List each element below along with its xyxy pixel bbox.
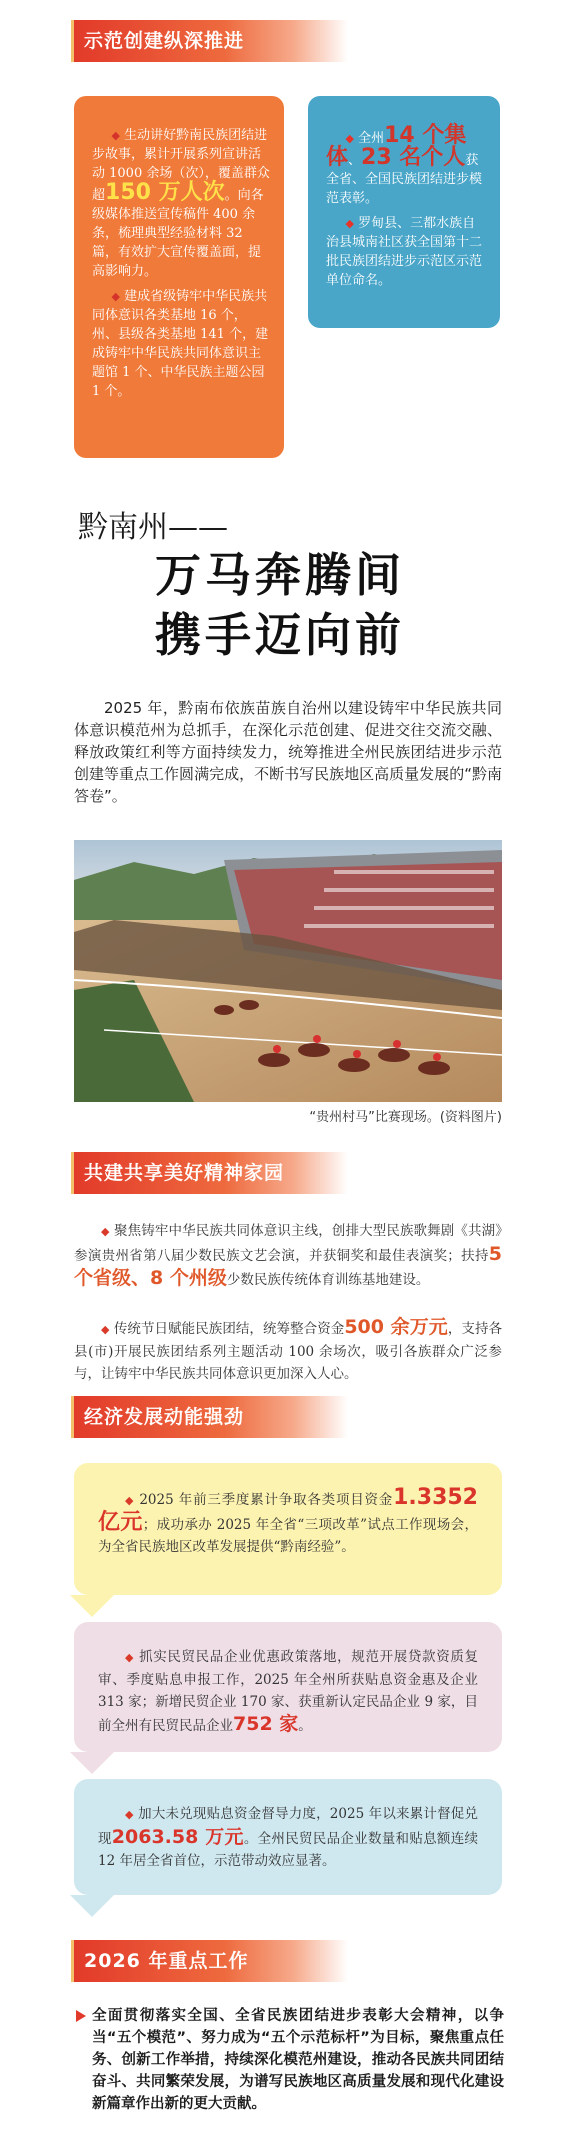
text: 2025 年前三季度累计争取各类项目资金 (139, 1492, 394, 1508)
text: 少数民族传统体育训练基地建设。 (226, 1272, 430, 1288)
text: ；成功承办 2025 年全省“三项改革”试点工作现场会，为全省民族地区改革发展提供“黔南经验”。 (98, 1517, 478, 1555)
box-paragraph (326, 214, 486, 290)
paragraph (74, 1220, 502, 1291)
text: ，支持各县(市)开展民族团结系列主题活动 100 余场次，吸引各族群众广泛参与，让铸牢中华民族共同体意识更加深入人心。 (74, 1321, 502, 1382)
triangle-bullet-icon (76, 2010, 86, 2022)
text: 聚焦铸牢中华民族共同体意识主线，创排大型民族歌舞剧《共湖》参演贵州省第八届少数民族文艺会演，并获铜奖和最佳表演奖；扶持 (74, 1223, 503, 1264)
diamond-bullet-icon: ◆ (101, 1225, 110, 1238)
section-title: 经济发展动能强劲 (84, 1406, 245, 1428)
diamond-bullet-icon: ◆ (111, 290, 120, 303)
text: 传统节日赋能民族团结，统筹整合资金 (113, 1321, 345, 1337)
highlight-number: 2063.58 万元 (111, 1826, 244, 1848)
diamond-bullet-icon: ◆ (345, 217, 354, 230)
text: 。向各级媒体推送宣传稿件 400 余条，梳理典型经验材料 32 篇，有效扩大宣传覆盖面，提高影响力。 (92, 188, 264, 279)
text: 全州 (358, 131, 385, 146)
section-header-economy (74, 1396, 348, 1438)
bubble-subsidy (74, 1779, 502, 1895)
final-paragraph: 全面贯彻落实全国、全省民族团结进步表彰大会精神，以争当“五个模范”、努力成为“五个示范标杆”为目标，聚焦重点任务、创新工作举措，持续深化模范州建设，推动各民族共同团结奋斗、共同繁荣发展，为谱写民族地区高质量发展和现代化建设新篇章作出新的更大贡献。 (92, 2008, 504, 2112)
bubble-funding (74, 1463, 502, 1595)
section-header-2026-work (74, 1940, 348, 1982)
text: 罗甸县、三都水族自治县城南社区获全国第十二批民族团结进步示范区示范单位命名。 (326, 216, 483, 288)
photo-caption: “贵州村马”比赛现场。(资料图片) (309, 1110, 502, 1125)
text: 抓实民贸民品企业优惠政策落地，规范开展贷款资质复审、季度贴息申报工作，2025 年全州所获贴息资金惠及企业 313 家；新增民贸企业 170 家、获重新认定民品企业 9 家，目前全州有民贸民品企业 (98, 1649, 478, 1734)
text: 加大未兑现贴息资金督导力度，2025 年以来累计督促兑现 (98, 1806, 478, 1847)
title-line-2: 携手迈向前 (155, 608, 405, 662)
section-header-demonstration (74, 20, 348, 62)
bubble-text (98, 1646, 478, 1737)
title-line-1: 万马奔腾间 (155, 548, 405, 602)
text: 生动讲好黔南民族团结进步故事，累计开展系列宣讲活动 1000 余场（次），覆盖群众超 (92, 128, 270, 203)
text: 获全省、全国民族团结进步模范表彰。 (326, 153, 483, 206)
section-title: 共建共享美好精神家园 (84, 1162, 285, 1184)
text: 。 (298, 1718, 312, 1734)
diamond-bullet-icon: ◆ (125, 1494, 135, 1507)
section-title: 2026 年重点工作 (84, 1950, 249, 1972)
text: 。全州民贸民品企业数量和贴息额连续 12 年居全省首位，示范带动效应显著。 (98, 1831, 479, 1869)
horse-race-photo (74, 840, 502, 1102)
header-accent-bar (71, 1152, 74, 1194)
bubble-tail (70, 1595, 114, 1617)
highlight-number: 5 个省级、8 个州级 (74, 1243, 502, 1289)
bubble-text (98, 1487, 478, 1558)
diamond-bullet-icon: ◆ (125, 1651, 135, 1664)
section-header-spiritual-home (74, 1152, 348, 1194)
bubble-text (98, 1803, 478, 1872)
section-title: 示范创建纵深推进 (84, 30, 245, 52)
box-paragraph (92, 126, 270, 281)
region-name: 黔南州—— (78, 510, 228, 545)
highlight-number: 752 家 (233, 1713, 299, 1735)
highlight-number: 1.3352 亿元 (98, 1485, 478, 1535)
diamond-bullet-icon: ◆ (345, 132, 354, 145)
highlight-number: 150 万人次 (105, 180, 225, 205)
highlight-number: 14 个集体 (326, 123, 467, 170)
text: 建成省级铸牢中华民族共同体意识各类基地 16 个，州、县级各类基地 141 个，建成铸牢中华民族共同体意识主题馆 1 个、中华民族主题公园 1 个。 (92, 289, 269, 399)
photo-illustration (74, 840, 502, 1102)
stats-box-blue (308, 96, 500, 328)
highlight-number: 500 余万元 (344, 1316, 448, 1338)
diamond-bullet-icon: ◆ (125, 1808, 134, 1821)
header-accent-bar (71, 1940, 74, 1982)
header-accent-bar (71, 1396, 74, 1438)
header-accent-bar (71, 20, 74, 62)
intro-paragraph: 2025 年，黔南布依族苗族自治州以建设铸牢中华民族共同体意识模范州为总抓手，在深化示范创建、促进交往交流交融、释放政策红利等方面持续发力，统筹推进全州民族团结进步示范创建等重点工作圆满完成，不断书写民族地区高质量发展的“黔南答卷”。 (74, 699, 502, 805)
paragraph (74, 1316, 502, 1385)
diamond-bullet-icon: ◆ (111, 129, 120, 142)
diamond-bullet-icon: ◆ (101, 1323, 110, 1336)
stats-box-orange (74, 96, 284, 458)
main-title (155, 545, 455, 665)
bubble-enterprises (74, 1622, 502, 1752)
bubble-tail (70, 1752, 114, 1774)
box-paragraph (92, 287, 270, 401)
text: 、 (348, 153, 362, 168)
highlight-number: 23 名个人 (361, 145, 466, 170)
box-paragraph (326, 123, 486, 208)
bubble-tail (70, 1895, 114, 1917)
